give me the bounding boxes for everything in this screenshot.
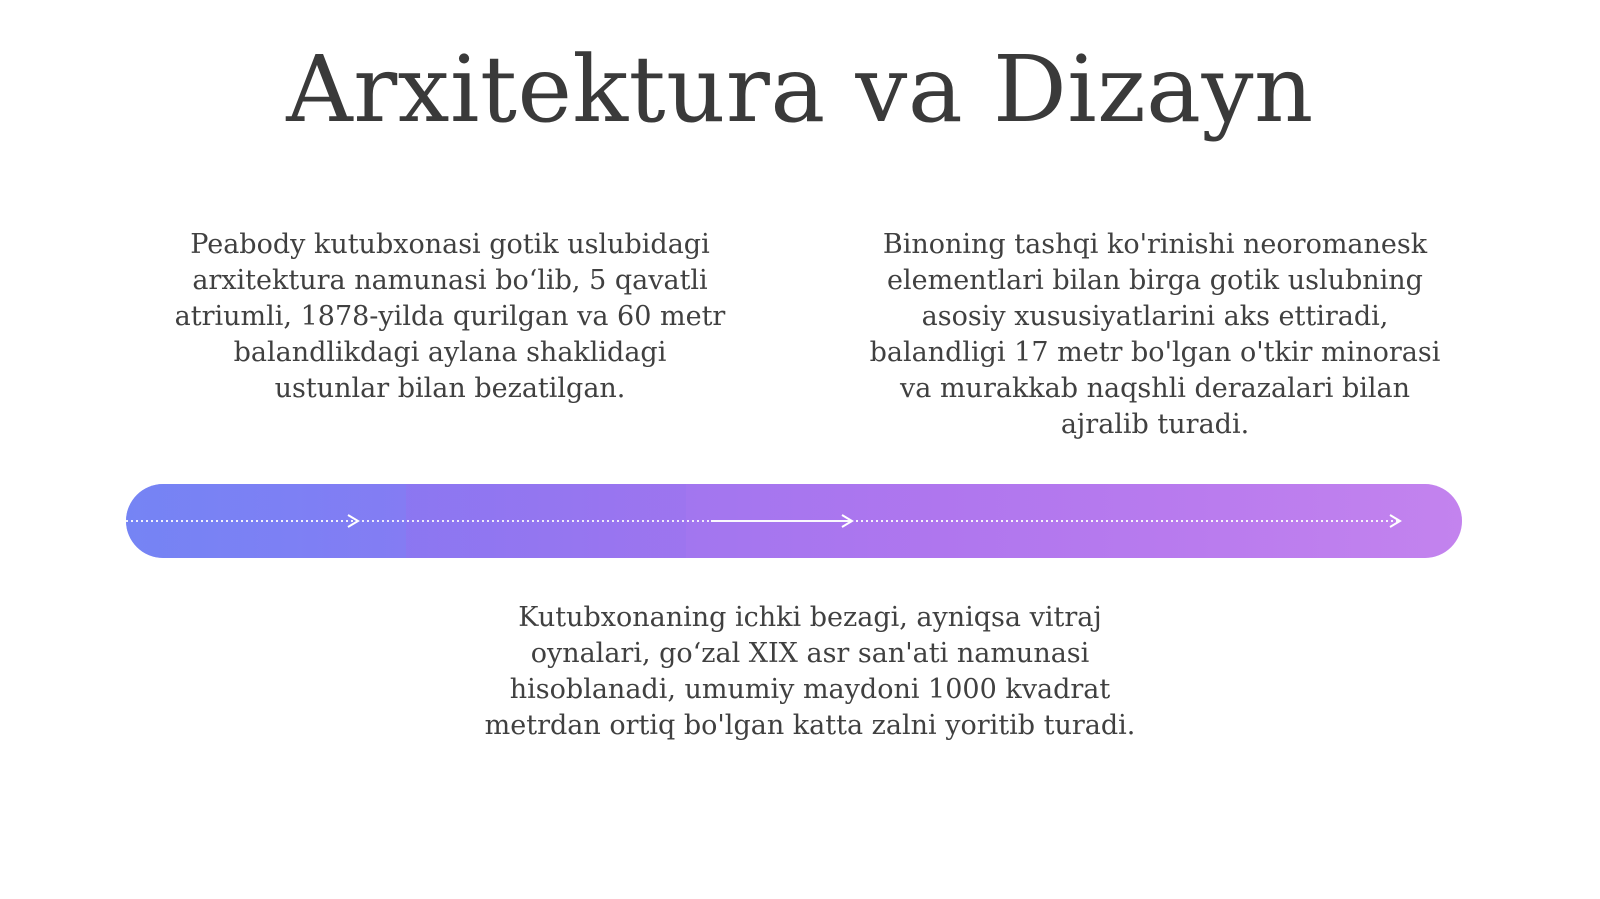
text-block-right: Binoning tashqi ko'rinishi neoromanesk elementlari bilan birga gotik uslubning asosiy xususiyatlarini aks ettiradi, balandligi 17 metr bo'lgan o'tkir minorasi va murakkab naqshli derazalari bilan ajralib turadi. [869, 229, 1441, 440]
timeline-bar [126, 484, 1462, 558]
timeline-arrows [126, 484, 1462, 558]
text-block-left: Peabody kutubxonasi gotik uslubidagi arxitektura namunasi bo‘lib, 5 qavatli atriumli, 1878-yilda qurilgan va 60 metr balandlikdagi aylana shaklidagi ustunlar bilan bezatilgan. [174, 229, 726, 404]
slide-title: Arxitektura va Dizayn [286, 36, 1314, 143]
text-block-bottom: Kutubxonaning ichki bezagi, ayniqsa vitraj oynalari, go‘zal XIX asr san'ati namunasi hisoblanadi, umumiy maydoni 1000 kvadrat metrdan ortiq bo'lgan katta zalni yoritib turadi. [484, 602, 1136, 741]
